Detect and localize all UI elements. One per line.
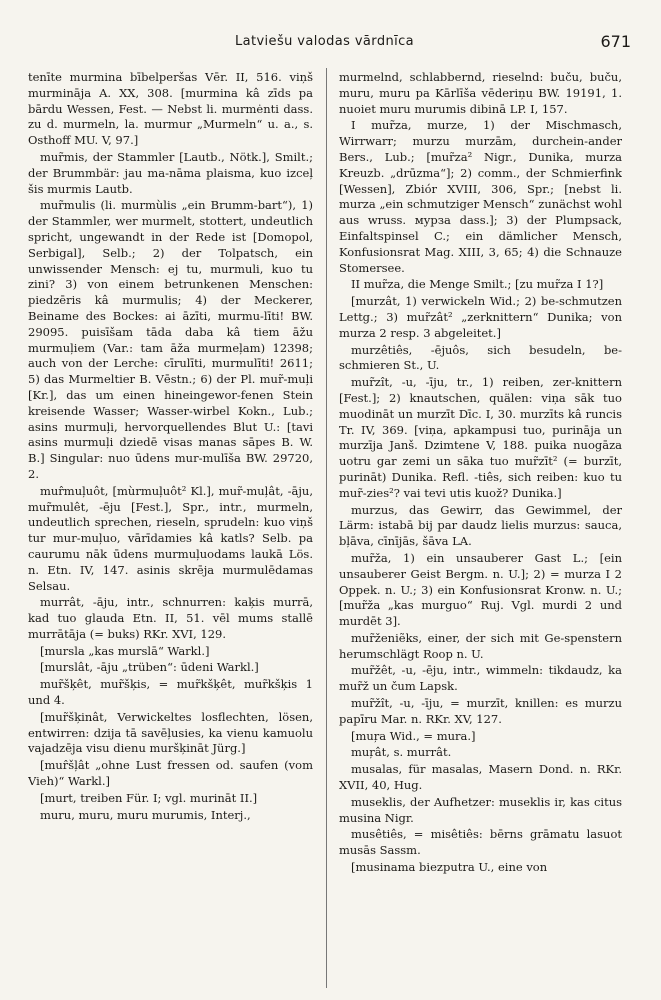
dictionary-entry: mur̂muļuôt, [mùrmuļuôt² Kl.], mur̃-muļât, -āju, mur̃mulêt, -ēju [Fest.], Spr., intr., murmeln, undeutlich sprechen, rieseln, sprudeln: kuo viņš tur mur-muļuo, vārīdamies kâ katls? Selb. pa caurumu nāk ūdens murmuļuodams laukā Lös. n. Etn. IV, 147. asinis skrēja murmulēdamas Selsau. bbox=[28, 483, 313, 593]
dictionary-entry: murzus, das Gewirr, das Gewimmel, der Lärm: istabā bij par daudz lielis murzus: sauca, bļāva, cīnījās, šāva LA. bbox=[339, 502, 622, 549]
dictionary-entry: murmelnd, schlabbernd, rieselnd: buču, buču, muru, muru pa Kārlīša vēderiņu BW. 19191, 1. nuoiet muru murumis dibinā LP. I, 157. bbox=[339, 70, 622, 116]
right-column bbox=[339, 70, 622, 988]
dictionary-entry: [mursla „kas murslā“ Warkl.] bbox=[40, 643, 210, 658]
dictionary-entry: muru, muru, muru murumis, Interj., bbox=[40, 807, 251, 822]
dictionary-entry: mur̃mis, der Stammler [Lautb., Nötk.], Smilt.; der Brummbär: jau ma-nāma plaisma, kuo izceļ šis murmis Lautb. bbox=[28, 149, 313, 196]
dictionary-entry: mur̃ža, 1) ein unsauberer Gast L.; [ein unsauberer Geist Bergm. n. U.]; 2) = murza I 2 Oppek. n. U.; 3) ein Konfusionsrat Kronw. n. U.; [mur̃ža „kas murguo“ Ruj. Vgl. murdi 2 und murdēt 3]. bbox=[339, 550, 622, 629]
dictionary-entry: mur̃šķêt, mur̃šķis, = mur̃kšķêt, mur̃kšķis 1 und 4. bbox=[28, 677, 313, 708]
dictionary-entry: mur̃ženiẽks, einer, der sich mit Ge-spenstern herumschlägt Roop n. U. bbox=[339, 630, 622, 661]
dictionary-entry: [muŗa Wid., = mura.] bbox=[351, 728, 476, 743]
running-title: Latviešu valodas vārdnīca bbox=[234, 34, 415, 49]
page-header bbox=[18, 34, 631, 56]
page-number: 671 bbox=[600, 32, 631, 51]
dictionary-entry: murzêtiês, -ējuôs, sich besudeln, be-schmieren St., U. bbox=[339, 342, 622, 373]
dictionary-entry: muŗât, s. murrât. bbox=[351, 745, 452, 760]
dictionary-entry: mur̃mulis (li. murmùlis „ein Brumm-bart“), 1) der Stammler, wer murmelt, stottert, undeutlich spricht, ungewandt in der Rede ist [Domopol, Serbigal], Selb.; 2) der Tolpatsch, ein unwissender Mensch: ej tu, murmuli, kuo tu zini? 3) von einem betrunkenen Menschen: piedzēris kâ murmulis; 4) der Meckerer, Beiname des Bockes: ai āzīti, murmu-līti! BW. 29095. puisīšam tāda daba kâ tiem āžu murmuļiem (Var.: tam āža murmeļam) 12398; auch von der Lerche: cīrulīti, murmulīti! 2611; 5) das Murmeltier B. Vēstn.; 6) der Pl. mur̃-muļi [Kr.], das um einen hineingewor-fenen Stein kreisende Wasser; Wasser-wirbel Kokn., Lub.; asins murmuļi, hervorquellendes Blut U.: [tavi asins murmuļi dziedē visas manas sāpes B. W. B.] Singular: nuo ūdens mur-mulīša BW. 29720, 2. bbox=[28, 198, 313, 481]
dictionary-entry: [murzât, 1) verwickeln Wid.; 2) be-schmutzen Lettg.; 3) mur̃zât² „zerknittern“ Dunika; von murza 2 resp. 3 abgeleitet.] bbox=[339, 294, 622, 340]
column-divider bbox=[326, 68, 327, 988]
dictionary-entry: mur̃žêt, -u, -ēju, intr., wimmeln: tikdaudz, ka mur̃ž un čum Lapsk. bbox=[339, 663, 622, 694]
dictionary-entry: musalas, für masalas, Masern Dond. n. RKr. XVII, 40, Hug. bbox=[339, 762, 622, 793]
dictionary-entry: [murslât, -āju „trüben“: ūdeni Warkl.] bbox=[40, 660, 259, 675]
dictionary-entry: [mur̃šķinât, Verwickeltes losflechten, lösen, entwirren: dzija tā savēļusies, ka vienu kamuolu vajadzēja visu dienu muršķināt Jürg.] bbox=[28, 709, 313, 756]
dictionary-entry: mur̃žît, -u, -īju, = murzīt, knillen: es murzu papīru Mar. n. RKr. XV, 127. bbox=[339, 696, 622, 726]
dictionary-entry: museklis, der Aufhetzer: museklis ir, kas citus musina Nigr. bbox=[339, 794, 622, 825]
dictionary-entry: [mur̂šļât „ohne Lust fressen od. saufen (vom Vieh)“ Warkl.] bbox=[28, 758, 313, 789]
dictionary-entry: I mur̃za, murze, 1) der Mischmasch, Wirrwarr; murzu murzām, durchein-ander Bers., Lub.; [mur̃za² Nigr., Dunika, murza Kreuzb. „drūzma“]; 2) comm., der Schmierfink [Wessen], Zbiór XVIII, 306, Spr.; [nebst li. murza „ein schmutziger Mensch“ zunächst wohl aus wruss. мурза dass.]; 3) der Plumpsack, Einfaltspinsel C.; ein dämlicher Mensch, Konfusionsrat Mag. XIII, 3, 65; 4) die Schnauze Stomersee. bbox=[339, 118, 622, 275]
left-column bbox=[28, 70, 313, 988]
dictionary-entry: musêtiês, = misêtiês: bērns grāmatu lasuot musās Sassm. bbox=[339, 827, 622, 858]
dictionary-entry: tenīte murmina bībelperšas Vēr. II, 516. viņš murmināja A. XX, 308. [murmina kâ zīds pa bārdu Wessen, Fest. — Nebst li. murmėnti dass. zu d. murmeln, la. murmur „Murmeln“ u. a., s. Osthoff MU. V, 97.] bbox=[28, 70, 313, 148]
dictionary-entry: [murt, treiben Für. I; vgl. murināt II.] bbox=[40, 790, 258, 805]
dictionary-entry: [musinama biezputra U., eine von bbox=[351, 860, 548, 875]
dictionary-entry: mur̃zît, -u, -īju, tr., 1) reiben, zer-knittern [Fest.]; 2) knautschen, quälen: viņa sāk tuo muodināt un murzīt Dīc. I, 30. murzīts kâ runcis Tr. IV, 369. [viņa, apkampusi tuo, purināja un murzīja Janš. Dzimtene V, 188. puika nuogāza uotru gar zemi un sāka tuo mur̃zīt² (= burzīt, purināt) Dunika. Refl. -tiês, sich reiben: kuo tu mur̃-zies²? vai tevi utis kuož? Dunika.] bbox=[339, 375, 622, 500]
dictionary-entry: II mur̃za, die Menge Smilt.; [zu mur̃za I 1?] bbox=[351, 277, 604, 292]
dictionary-entry: murrât, -āju, intr., schnurren: kaķis murrā, kad tuo glauda Etn. II, 51. vēl mums stallē murrātāja (= buks) RKr. XVI, 129. bbox=[28, 595, 313, 641]
